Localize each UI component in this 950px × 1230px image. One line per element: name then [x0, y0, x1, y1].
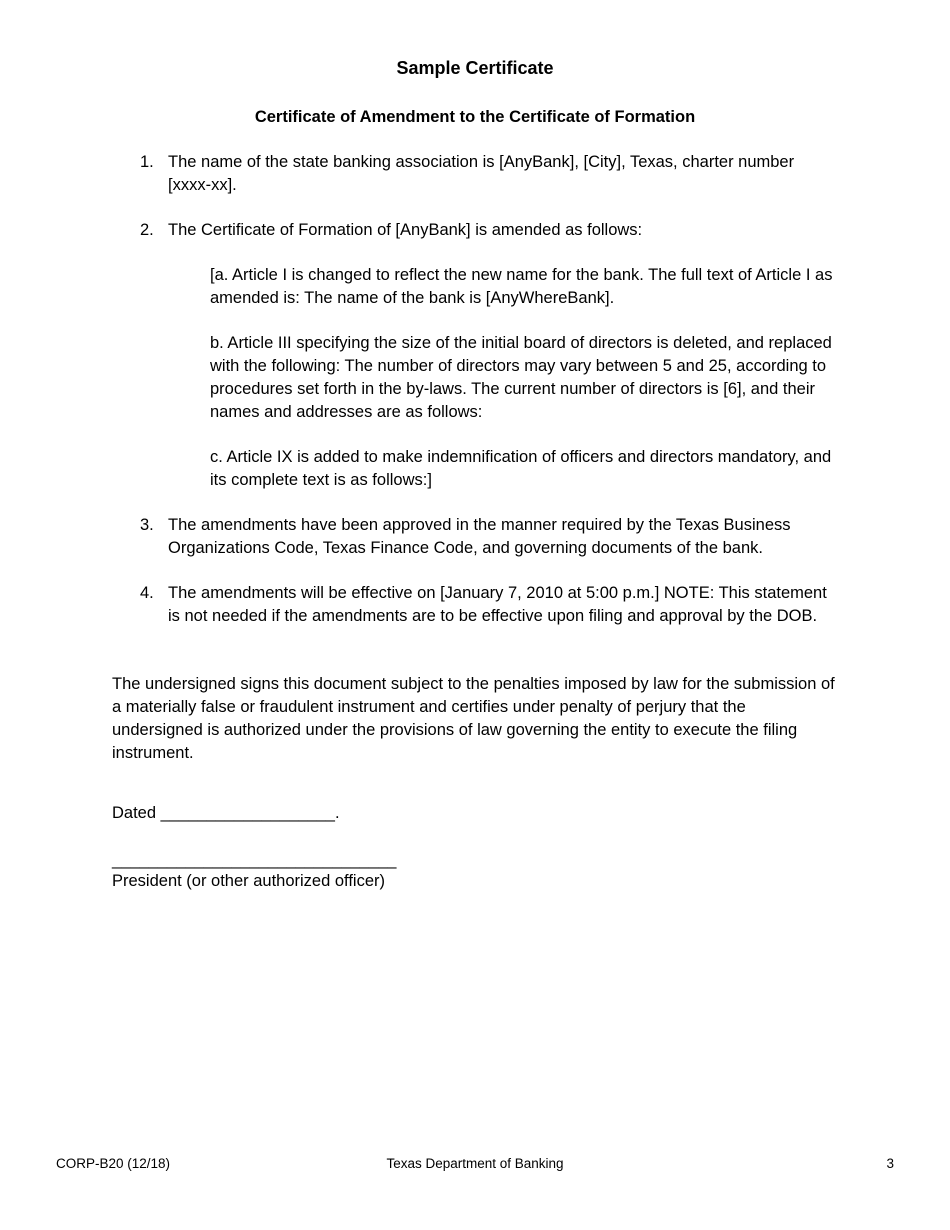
- amendment-subitem: c. Article IX is added to make indemnification of officers and directors mandatory, and its complete text is as follows:]: [210, 448, 832, 489]
- list-item-text: The Certificate of Formation of [AnyBank] is amended as follows:: [168, 221, 643, 239]
- signature-label: President (or other authorized officer): [112, 872, 385, 890]
- footer-page-number: 3: [886, 1156, 894, 1171]
- signature-line: _______________________________: [112, 851, 397, 869]
- list-item-text: The amendments will be effective on [January 7, 2010 at 5:00 p.m.] NOTE: This statement is not needed if the amendments are to be effective upon filing and approval by the DOB.: [168, 584, 827, 625]
- list-item-text: The name of the state banking association is [AnyBank], [City], Texas, charter number [xxxx-xx].: [168, 153, 795, 194]
- footer-agency: Texas Department of Banking: [386, 1156, 564, 1171]
- page-title: Sample Certificate: [396, 58, 554, 78]
- document-subtitle: Certificate of Amendment to the Certificate of Formation: [254, 108, 696, 126]
- list-item: [140, 151, 840, 197]
- amendment-subitem: b. Article III specifying the size of the initial board of directors is deleted, and replaced with the following: The number of directors may vary between 5 and 25, according to procedures set forth in the by-laws. The current number of directors is [6], and their names and addresses are as follows:: [210, 334, 832, 421]
- amendment-subitem: [a. Article I is changed to reflect the new name for the bank. The full text of Article I as amended is: The name of the bank is [AnyWhereBank].: [210, 266, 833, 307]
- list-item-number: 1.: [140, 153, 154, 171]
- dated-field: Dated ___________________.: [112, 804, 340, 822]
- list-item-text: The amendments have been approved in the manner required by the Texas Business Organizations Code, Texas Finance Code, and governing documents of the bank.: [168, 516, 791, 557]
- footer-form-code: CORP-B20 (12/18): [56, 1156, 171, 1171]
- list-item-number: 2.: [140, 221, 154, 239]
- declaration-paragraph: The undersigned signs this document subject to the penalties imposed by law for the submission of a materially false or fraudulent instrument and certifies under penalty of perjury that the undersigned is authorized under the provisions of law governing the entity to execute the filing instrument.: [112, 675, 835, 762]
- list-item: [140, 582, 840, 628]
- list-item-number: 3.: [140, 516, 154, 534]
- list-item-number: 4.: [140, 584, 154, 602]
- list-item: [140, 514, 840, 560]
- list-item: [140, 219, 840, 242]
